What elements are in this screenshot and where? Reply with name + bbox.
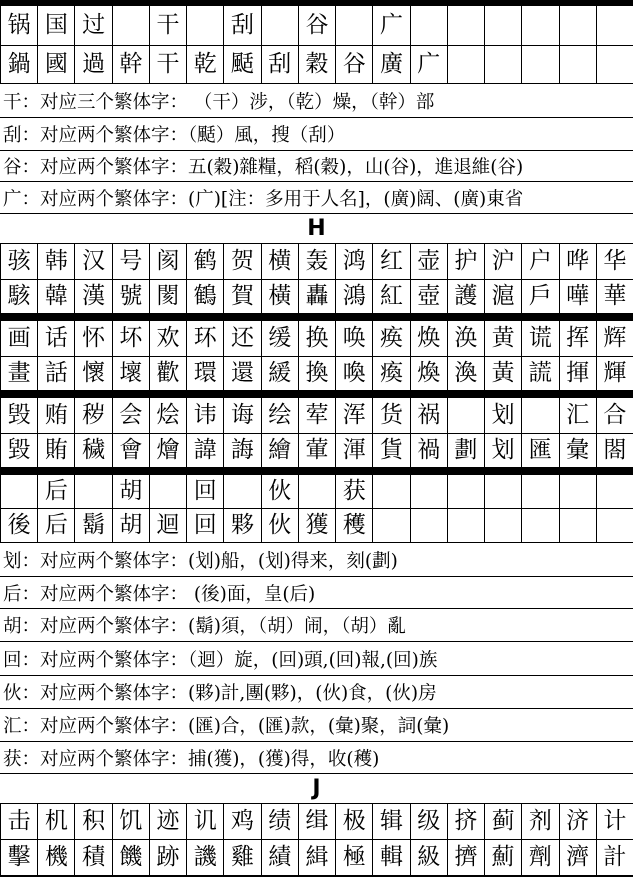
char-cell: 煥: [410, 357, 447, 390]
char-cell: 毁: [0, 398, 37, 433]
char-cell: [521, 398, 558, 433]
char-cell: [410, 6, 447, 45]
char-cell: [521, 475, 558, 508]
char-cell: 績: [261, 840, 298, 875]
note-text: 谷：对应两个繁体字：五(穀)雜糧，稻(穀)，山(谷)，進退維(谷): [3, 157, 524, 178]
row-j-traditional: [0, 839, 633, 875]
char-cell: 過: [74, 46, 111, 83]
char-cell: 国: [37, 6, 74, 45]
char-cell: 轰: [298, 244, 335, 279]
char-cell: 鬍: [74, 509, 111, 542]
char-cell: 積: [74, 840, 111, 875]
char-cell: [261, 6, 298, 45]
char-cell: 匯: [521, 434, 558, 467]
note-text: 后：对应两个繁体字： (後)面，皇(后): [3, 583, 316, 605]
note-text: 划：对应两个繁体字：(划)船，(划)得来，刻(劃): [3, 550, 398, 572]
char-cell: 揮: [559, 357, 596, 390]
char-cell: 获: [335, 475, 372, 508]
char-cell: 缓: [261, 321, 298, 356]
row-h1-traditional: [0, 279, 633, 313]
char-cell: 譏: [186, 840, 223, 875]
char-cell: 紅: [372, 280, 409, 313]
char-cell: 壺: [410, 280, 447, 313]
char-cell: [559, 6, 596, 45]
char-cell: [298, 475, 335, 508]
char-cell: 彙: [559, 434, 596, 467]
char-cell: [484, 475, 521, 508]
char-cell: 嘩: [559, 280, 596, 313]
section-divider: [0, 390, 633, 397]
char-cell: [596, 475, 633, 508]
char-cell: 绘: [261, 398, 298, 433]
char-cell: 欢: [149, 321, 186, 356]
note-text: 汇：对应两个繁体字：(匯)合，(匯)款，(彙)聚，詞(彙): [3, 716, 450, 737]
char-cell: 後: [0, 509, 37, 542]
char-cell: 穫: [335, 509, 372, 542]
note-row: [0, 576, 633, 608]
char-cell: 辑: [372, 804, 409, 839]
char-cell: 汇: [559, 398, 596, 433]
char-cell: [0, 475, 37, 508]
char-cell: 荤: [298, 398, 335, 433]
char-cell: 济: [559, 804, 596, 839]
char-cell: 會: [112, 434, 149, 467]
char-cell: 唤: [335, 321, 372, 356]
row-h2-simplified: [0, 320, 633, 356]
char-cell: 画: [0, 321, 37, 356]
char-cell: 涣: [447, 321, 484, 356]
note-row: [0, 117, 633, 150]
char-cell: [112, 6, 149, 45]
char-cell: [149, 475, 186, 508]
char-cell: 会: [112, 398, 149, 433]
char-cell: 挥: [559, 321, 596, 356]
char-cell: 滬: [484, 280, 521, 313]
note-row: [0, 675, 633, 708]
char-cell: 剂: [521, 804, 558, 839]
char-cell: 級: [410, 840, 447, 875]
char-cell: 饥: [112, 804, 149, 839]
char-cell: 蓟: [484, 804, 521, 839]
char-cell: 谷: [335, 46, 372, 83]
char-cell: 黃: [484, 357, 521, 390]
char-cell: 广: [410, 46, 447, 83]
char-cell: 閡: [149, 280, 186, 313]
char-cell: [596, 509, 633, 542]
char-cell: 刮: [261, 46, 298, 83]
char-cell: 计: [596, 804, 633, 839]
char-cell: 華: [596, 280, 633, 313]
note-text: 广：对应两个繁体字：(广)[注：多用于人名]，(廣)阔、(廣)東省: [3, 188, 524, 210]
char-cell: 計: [596, 840, 633, 875]
char-cell: 胡: [112, 475, 149, 508]
char-cell: 贺: [223, 244, 260, 279]
char-cell: 繪: [261, 434, 298, 467]
section-letter-h: H: [0, 213, 633, 243]
char-cell: 挤: [447, 804, 484, 839]
char-cell: 胡: [112, 509, 149, 542]
char-cell: [559, 475, 596, 508]
char-cell: 干: [149, 46, 186, 83]
char-cell: 机: [37, 804, 74, 839]
char-cell: [484, 509, 521, 542]
char-cell: 伙: [261, 509, 298, 542]
char-cell: 户: [521, 244, 558, 279]
char-cell: 謊: [521, 357, 558, 390]
note-row: [0, 542, 633, 576]
char-cell: 汉: [74, 244, 111, 279]
char-cell: 轟: [298, 280, 335, 313]
char-cell: 浑: [335, 398, 372, 433]
char-cell: 國: [37, 46, 74, 83]
char-cell: 雞: [223, 840, 260, 875]
char-cell: 橫: [261, 280, 298, 313]
char-cell: 瘓: [372, 357, 409, 390]
char-cell: 焕: [410, 321, 447, 356]
char-cell: [596, 6, 633, 45]
char-cell: 谷: [298, 6, 335, 45]
char-cell: 號: [112, 280, 149, 313]
char-cell: 乾: [186, 46, 223, 83]
note-text: 胡：对应两个繁体字：(鬍)須，（胡）闹，（胡）亂: [3, 616, 406, 637]
char-cell: 鴻: [335, 280, 372, 313]
char-cell: 壶: [410, 244, 447, 279]
char-cell: [410, 475, 447, 508]
char-cell: 绩: [261, 804, 298, 839]
char-cell: 獲: [298, 509, 335, 542]
char-cell: 戶: [521, 280, 558, 313]
char-cell: 換: [298, 357, 335, 390]
char-cell: 缉: [298, 804, 335, 839]
char-cell: 鸡: [223, 804, 260, 839]
char-cell: [447, 46, 484, 83]
char-cell: 緩: [261, 357, 298, 390]
char-cell: [74, 475, 111, 508]
char-cell: 合: [596, 398, 633, 433]
char-cell: 韓: [37, 280, 74, 313]
char-cell: 骇: [0, 244, 37, 279]
note-text: 伙：对应两个繁体字：(夥)計,團(夥)，(伙)食，(伙)房: [3, 683, 437, 704]
char-cell: 鸿: [335, 244, 372, 279]
char-cell: 饑: [112, 840, 149, 875]
char-cell: [559, 46, 596, 83]
char-cell: 話: [37, 357, 74, 390]
char-cell: 濟: [559, 840, 596, 875]
char-cell: 痪: [372, 321, 409, 356]
char-cell: [223, 475, 260, 508]
char-cell: 薊: [484, 840, 521, 875]
char-cell: [559, 509, 596, 542]
char-cell: 穀: [298, 46, 335, 83]
note-row: [0, 181, 633, 213]
char-cell: 祸: [410, 398, 447, 433]
char-cell: 賄: [37, 434, 74, 467]
note-row: [0, 608, 633, 641]
row-h3-traditional: [0, 433, 633, 467]
char-cell: 環: [186, 357, 223, 390]
char-cell: 沪: [484, 244, 521, 279]
row-h1-simplified: [0, 243, 633, 279]
char-cell: [410, 509, 447, 542]
char-cell: 号: [112, 244, 149, 279]
char-cell: 颳: [223, 46, 260, 83]
char-cell: 干: [149, 6, 186, 45]
char-cell: 后: [37, 509, 74, 542]
char-cell: 极: [335, 804, 372, 839]
char-cell: [521, 509, 558, 542]
char-cell: 迴: [149, 509, 186, 542]
char-cell: [372, 475, 409, 508]
char-cell: 劑: [521, 840, 558, 875]
char-cell: 賀: [223, 280, 260, 313]
char-cell: 锅: [0, 6, 37, 45]
note-row: [0, 641, 633, 675]
note-text: 刮：对应两个繁体字：（颳）風，搜（刮）: [3, 125, 346, 146]
note-row: [0, 741, 633, 773]
note-text: 回：对应两个繁体字：（迴）旋，(回)頭,(回)報,(回)族: [3, 649, 438, 671]
char-cell: 级: [410, 804, 447, 839]
note-row: [0, 708, 633, 741]
char-cell: 劃: [447, 434, 484, 467]
section-divider: [0, 313, 633, 320]
char-cell: [186, 6, 223, 45]
row-h4-simplified: [0, 474, 633, 508]
char-cell: 擠: [447, 840, 484, 875]
char-cell: [447, 6, 484, 45]
note-text: 获：对应两个繁体字：捕(獲)，(獲)得，收(穫): [3, 748, 380, 770]
char-cell: 迹: [149, 804, 186, 839]
row-g-traditional: [0, 45, 633, 83]
char-cell: 环: [186, 321, 223, 356]
char-cell: 广: [372, 6, 409, 45]
char-cell: 击: [0, 804, 37, 839]
char-cell: 緝: [298, 840, 335, 875]
char-cell: 后: [37, 475, 74, 508]
char-cell: [484, 46, 521, 83]
char-cell: 横: [261, 244, 298, 279]
char-cell: 讥: [186, 804, 223, 839]
char-cell: 渾: [335, 434, 372, 467]
row-h3-simplified: [0, 397, 633, 433]
char-cell: 歡: [149, 357, 186, 390]
char-cell: 辉: [596, 321, 633, 356]
char-cell: 葷: [298, 434, 335, 467]
char-cell: 鶴: [186, 280, 223, 313]
char-cell: [596, 46, 633, 83]
note-row: [0, 83, 633, 117]
char-cell: 護: [447, 280, 484, 313]
char-cell: 哗: [559, 244, 596, 279]
row-h4-traditional: [0, 508, 633, 542]
char-cell: 輯: [372, 840, 409, 875]
char-cell: 烩: [149, 398, 186, 433]
char-cell: 怀: [74, 321, 111, 356]
note-row: [0, 150, 633, 181]
char-cell: 回: [186, 475, 223, 508]
char-cell: 毀: [0, 434, 37, 467]
row-g-simplified: [0, 5, 633, 45]
char-cell: 壞: [112, 357, 149, 390]
char-cell: 伙: [261, 475, 298, 508]
char-cell: 閤: [596, 434, 633, 467]
char-cell: 誨: [223, 434, 260, 467]
char-cell: 畫: [0, 357, 37, 390]
char-cell: 黄: [484, 321, 521, 356]
char-cell: 喚: [335, 357, 372, 390]
char-cell: 划: [484, 434, 521, 467]
char-cell: 货: [372, 398, 409, 433]
char-cell: 鹤: [186, 244, 223, 279]
char-cell: 谎: [521, 321, 558, 356]
note-text: 干：对应三个繁体字： （干）涉，（乾）燥，（幹）部: [3, 91, 435, 113]
char-cell: [521, 6, 558, 45]
char-cell: 夥: [223, 509, 260, 542]
char-cell: 鍋: [0, 46, 37, 83]
char-cell: 懷: [74, 357, 111, 390]
char-cell: [521, 46, 558, 83]
char-cell: 貨: [372, 434, 409, 467]
char-cell: [447, 509, 484, 542]
char-cell: 换: [298, 321, 335, 356]
char-cell: 漢: [74, 280, 111, 313]
char-cell: 贿: [37, 398, 74, 433]
section-divider: [0, 467, 633, 474]
char-cell: 秽: [74, 398, 111, 433]
char-cell: [447, 475, 484, 508]
char-cell: 諱: [186, 434, 223, 467]
char-cell: 阂: [149, 244, 186, 279]
char-cell: 擊: [0, 840, 37, 875]
char-cell: 划: [484, 398, 521, 433]
char-cell: 燴: [149, 434, 186, 467]
char-cell: 护: [447, 244, 484, 279]
char-cell: 还: [223, 321, 260, 356]
char-cell: 極: [335, 840, 372, 875]
char-cell: 坏: [112, 321, 149, 356]
char-cell: 機: [37, 840, 74, 875]
char-cell: [372, 509, 409, 542]
char-cell: 跡: [149, 840, 186, 875]
char-cell: 积: [74, 804, 111, 839]
char-cell: [335, 6, 372, 45]
row-j-simplified: [0, 803, 633, 839]
char-cell: 刮: [223, 6, 260, 45]
char-cell: [447, 398, 484, 433]
table-bottom-border: [0, 875, 633, 877]
char-cell: [484, 6, 521, 45]
char-cell: 诲: [223, 398, 260, 433]
char-cell: 幹: [112, 46, 149, 83]
char-cell: 韩: [37, 244, 74, 279]
char-cell: 话: [37, 321, 74, 356]
char-cell: 红: [372, 244, 409, 279]
char-cell: 过: [74, 6, 111, 45]
char-cell: 輝: [596, 357, 633, 390]
char-cell: 讳: [186, 398, 223, 433]
char-cell: 华: [596, 244, 633, 279]
row-h2-traditional: [0, 356, 633, 390]
char-cell: 還: [223, 357, 260, 390]
char-cell: 禍: [410, 434, 447, 467]
section-letter-j: J: [0, 773, 633, 803]
char-cell: 回: [186, 509, 223, 542]
char-cell: 穢: [74, 434, 111, 467]
char-cell: 廣: [372, 46, 409, 83]
char-cell: 駭: [0, 280, 37, 313]
char-cell: 渙: [447, 357, 484, 390]
